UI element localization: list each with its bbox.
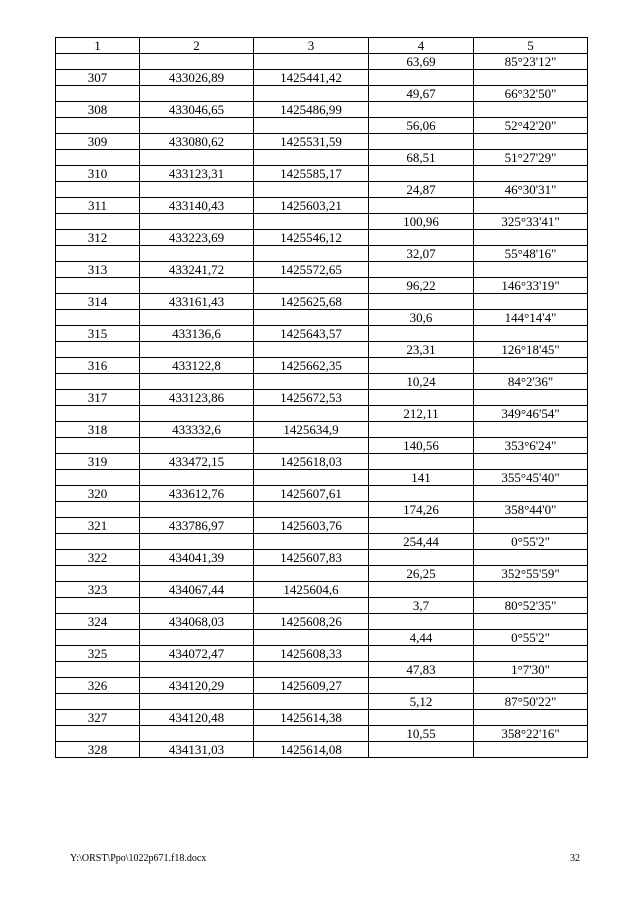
empty-cell [56, 694, 140, 710]
table-point-row [56, 454, 588, 470]
segment-distance: 96,22 [369, 278, 474, 294]
coord-x: 433140,43 [140, 198, 254, 214]
coord-y: 1425607,61 [254, 486, 369, 502]
point-number: 325 [56, 646, 140, 662]
coord-y: 1425531,59 [254, 134, 369, 150]
segment-angle: 0°55'2" [474, 630, 588, 646]
point-number: 308 [56, 102, 140, 118]
segment-distance: 26,25 [369, 566, 474, 582]
empty-cell [369, 358, 474, 374]
table-segment-row [56, 726, 588, 742]
segment-distance: 174,26 [369, 502, 474, 518]
coord-x: 433241,72 [140, 262, 254, 278]
empty-cell [474, 518, 588, 534]
point-number: 320 [56, 486, 140, 502]
segment-angle: 85°23'12" [474, 54, 588, 70]
coord-y: 1425614,08 [254, 742, 369, 758]
coord-y: 1425662,35 [254, 358, 369, 374]
coord-x: 434041,39 [140, 550, 254, 566]
header-col-2: 2 [140, 38, 254, 54]
point-number: 323 [56, 582, 140, 598]
empty-cell [254, 438, 369, 454]
table-segment-row [56, 310, 588, 326]
coord-x: 433122,8 [140, 358, 254, 374]
segment-angle: 46°30'31" [474, 182, 588, 198]
empty-cell [369, 614, 474, 630]
empty-cell [369, 102, 474, 118]
coord-y: 1425634,9 [254, 422, 369, 438]
coord-x: 434068,03 [140, 614, 254, 630]
point-number: 310 [56, 166, 140, 182]
empty-cell [140, 406, 254, 422]
empty-cell [254, 246, 369, 262]
empty-cell [56, 246, 140, 262]
header-col-5: 5 [474, 38, 588, 54]
coord-x: 433123,31 [140, 166, 254, 182]
segment-angle: 352°55'59" [474, 566, 588, 582]
coord-x: 433223,69 [140, 230, 254, 246]
empty-cell [56, 598, 140, 614]
point-number: 327 [56, 710, 140, 726]
coord-y: 1425603,76 [254, 518, 369, 534]
table-point-row [56, 358, 588, 374]
segment-angle: 55°48'16" [474, 246, 588, 262]
empty-cell [474, 262, 588, 278]
point-number: 322 [56, 550, 140, 566]
header-col-1: 1 [56, 38, 140, 54]
empty-cell [369, 518, 474, 534]
header-col-4: 4 [369, 38, 474, 54]
empty-cell [254, 118, 369, 134]
table-point-row [56, 294, 588, 310]
empty-cell [56, 150, 140, 166]
table-segment-row [56, 374, 588, 390]
empty-cell [56, 182, 140, 198]
table-point-row [56, 230, 588, 246]
empty-cell [140, 182, 254, 198]
coord-y: 1425618,03 [254, 454, 369, 470]
empty-cell [56, 630, 140, 646]
footer-file-path: Y:\ORST\Ppo\1022p671.f18.docx [70, 853, 207, 864]
footer-page-number: 32 [570, 853, 580, 864]
coord-x: 433046,65 [140, 102, 254, 118]
coord-x: 434120,29 [140, 678, 254, 694]
table-point-row [56, 134, 588, 150]
segment-distance: 10,55 [369, 726, 474, 742]
empty-cell [369, 70, 474, 86]
empty-cell [140, 214, 254, 230]
table-point-row [56, 166, 588, 182]
empty-cell [140, 630, 254, 646]
coord-x: 434131,03 [140, 742, 254, 758]
coord-y: 1425608,33 [254, 646, 369, 662]
segment-angle: 349°46'54" [474, 406, 588, 422]
empty-cell [254, 662, 369, 678]
segment-angle: 80°52'35" [474, 598, 588, 614]
empty-cell [56, 86, 140, 102]
empty-cell [56, 438, 140, 454]
empty-cell [474, 198, 588, 214]
empty-cell [474, 422, 588, 438]
table-segment-row [56, 534, 588, 550]
empty-cell [369, 742, 474, 758]
coord-y: 1425643,57 [254, 326, 369, 342]
table-segment-row [56, 246, 588, 262]
table-segment-row [56, 150, 588, 166]
segment-angle: 51°27'29" [474, 150, 588, 166]
coordinates-table [55, 37, 588, 758]
coord-x: 433161,43 [140, 294, 254, 310]
empty-cell [56, 726, 140, 742]
point-number: 328 [56, 742, 140, 758]
segment-distance: 5,12 [369, 694, 474, 710]
coord-y: 1425614,38 [254, 710, 369, 726]
segment-angle: 144°14'4" [474, 310, 588, 326]
table-segment-row [56, 694, 588, 710]
empty-cell [474, 742, 588, 758]
empty-cell [474, 582, 588, 598]
empty-cell [254, 598, 369, 614]
empty-cell [369, 166, 474, 182]
empty-cell [254, 406, 369, 422]
table-segment-row [56, 598, 588, 614]
coord-y: 1425625,68 [254, 294, 369, 310]
empty-cell [369, 550, 474, 566]
empty-cell [254, 182, 369, 198]
point-number: 326 [56, 678, 140, 694]
empty-cell [369, 262, 474, 278]
table-point-row [56, 102, 588, 118]
segment-distance: 32,07 [369, 246, 474, 262]
segment-angle: 325°33'41" [474, 214, 588, 230]
empty-cell [56, 470, 140, 486]
empty-cell [56, 214, 140, 230]
empty-cell [140, 342, 254, 358]
coord-y: 1425607,83 [254, 550, 369, 566]
empty-cell [474, 390, 588, 406]
empty-cell [254, 150, 369, 166]
empty-cell [56, 566, 140, 582]
segment-angle: 358°22'16" [474, 726, 588, 742]
segment-angle: 1°7'30" [474, 662, 588, 678]
segment-distance: 100,96 [369, 214, 474, 230]
table-segment-row [56, 182, 588, 198]
header-col-3: 3 [254, 38, 369, 54]
empty-cell [56, 662, 140, 678]
table-body [56, 54, 588, 758]
coord-x: 433080,62 [140, 134, 254, 150]
empty-cell [56, 54, 140, 70]
segment-angle: 355°45'40" [474, 470, 588, 486]
coord-y: 1425608,26 [254, 614, 369, 630]
point-number: 321 [56, 518, 140, 534]
segment-distance: 49,67 [369, 86, 474, 102]
coord-y: 1425604,6 [254, 582, 369, 598]
coord-x: 433026,89 [140, 70, 254, 86]
coord-y: 1425603,21 [254, 198, 369, 214]
point-number: 313 [56, 262, 140, 278]
point-number: 319 [56, 454, 140, 470]
table-segment-row [56, 54, 588, 70]
empty-cell [254, 86, 369, 102]
segment-distance: 56,06 [369, 118, 474, 134]
empty-cell [140, 438, 254, 454]
coord-x: 433123,86 [140, 390, 254, 406]
table-point-row [56, 198, 588, 214]
table-point-row [56, 678, 588, 694]
empty-cell [140, 694, 254, 710]
empty-cell [369, 454, 474, 470]
table-segment-row [56, 502, 588, 518]
empty-cell [140, 118, 254, 134]
empty-cell [56, 374, 140, 390]
empty-cell [369, 646, 474, 662]
table-point-row [56, 70, 588, 86]
point-number: 307 [56, 70, 140, 86]
empty-cell [56, 278, 140, 294]
coord-x: 434067,44 [140, 582, 254, 598]
segment-distance: 212,11 [369, 406, 474, 422]
table-point-row [56, 550, 588, 566]
table-segment-row [56, 278, 588, 294]
empty-cell [474, 326, 588, 342]
empty-cell [140, 310, 254, 326]
table-point-row [56, 486, 588, 502]
empty-cell [254, 310, 369, 326]
empty-cell [474, 710, 588, 726]
segment-angle: 146°33'19" [474, 278, 588, 294]
coord-x: 433332,6 [140, 422, 254, 438]
segment-angle: 0°55'2" [474, 534, 588, 550]
point-number: 312 [56, 230, 140, 246]
table-segment-row [56, 470, 588, 486]
empty-cell [254, 470, 369, 486]
coord-y: 1425672,53 [254, 390, 369, 406]
empty-cell [140, 54, 254, 70]
coord-x: 433612,76 [140, 486, 254, 502]
segment-angle: 66°32'50" [474, 86, 588, 102]
coord-y: 1425609,27 [254, 678, 369, 694]
empty-cell [254, 214, 369, 230]
empty-cell [140, 278, 254, 294]
empty-cell [140, 470, 254, 486]
point-number: 316 [56, 358, 140, 374]
point-number: 309 [56, 134, 140, 150]
empty-cell [474, 102, 588, 118]
empty-cell [474, 166, 588, 182]
empty-cell [369, 710, 474, 726]
segment-distance: 30,6 [369, 310, 474, 326]
empty-cell [56, 406, 140, 422]
segment-angle: 84°2'36" [474, 374, 588, 390]
empty-cell [140, 534, 254, 550]
coord-y: 1425572,65 [254, 262, 369, 278]
empty-cell [369, 326, 474, 342]
table-segment-row [56, 662, 588, 678]
segment-distance: 68,51 [369, 150, 474, 166]
point-number: 317 [56, 390, 140, 406]
coord-x: 434072,47 [140, 646, 254, 662]
empty-cell [474, 230, 588, 246]
table-segment-row [56, 118, 588, 134]
segment-angle: 52°42'20" [474, 118, 588, 134]
point-number: 314 [56, 294, 140, 310]
empty-cell [56, 310, 140, 326]
table-segment-row [56, 630, 588, 646]
table-segment-row [56, 342, 588, 358]
empty-cell [56, 342, 140, 358]
empty-cell [140, 662, 254, 678]
table-point-row [56, 262, 588, 278]
coord-x: 433472,15 [140, 454, 254, 470]
segment-angle: 358°44'0" [474, 502, 588, 518]
segment-distance: 140,56 [369, 438, 474, 454]
point-number: 315 [56, 326, 140, 342]
empty-cell [474, 134, 588, 150]
empty-cell [140, 246, 254, 262]
empty-cell [140, 150, 254, 166]
table-point-row [56, 422, 588, 438]
empty-cell [254, 694, 369, 710]
table-point-row [56, 710, 588, 726]
table-point-row [56, 614, 588, 630]
empty-cell [254, 534, 369, 550]
table-segment-row [56, 406, 588, 422]
empty-cell [254, 54, 369, 70]
segment-distance: 63,69 [369, 54, 474, 70]
empty-cell [140, 598, 254, 614]
segment-distance: 4,44 [369, 630, 474, 646]
table-point-row [56, 326, 588, 342]
empty-cell [254, 566, 369, 582]
empty-cell [474, 454, 588, 470]
empty-cell [474, 550, 588, 566]
point-number: 318 [56, 422, 140, 438]
empty-cell [369, 230, 474, 246]
coord-x: 433136,6 [140, 326, 254, 342]
coord-y: 1425486,99 [254, 102, 369, 118]
segment-distance: 141 [369, 470, 474, 486]
segment-distance: 254,44 [369, 534, 474, 550]
empty-cell [474, 294, 588, 310]
empty-cell [369, 294, 474, 310]
empty-cell [140, 726, 254, 742]
point-number: 324 [56, 614, 140, 630]
segment-distance: 47,83 [369, 662, 474, 678]
empty-cell [254, 374, 369, 390]
coord-y: 1425441,42 [254, 70, 369, 86]
empty-cell [474, 646, 588, 662]
empty-cell [369, 422, 474, 438]
empty-cell [369, 390, 474, 406]
segment-distance: 10,24 [369, 374, 474, 390]
empty-cell [474, 486, 588, 502]
segment-angle: 353°6'24" [474, 438, 588, 454]
empty-cell [140, 566, 254, 582]
segment-distance: 3,7 [369, 598, 474, 614]
coord-y: 1425546,12 [254, 230, 369, 246]
segment-distance: 23,31 [369, 342, 474, 358]
table-segment-row [56, 566, 588, 582]
empty-cell [254, 630, 369, 646]
point-number: 311 [56, 198, 140, 214]
segment-angle: 126°18'45" [474, 342, 588, 358]
empty-cell [474, 614, 588, 630]
table-point-row [56, 646, 588, 662]
empty-cell [474, 70, 588, 86]
segment-distance: 24,87 [369, 182, 474, 198]
empty-cell [369, 134, 474, 150]
coord-x: 434120,48 [140, 710, 254, 726]
empty-cell [369, 582, 474, 598]
coord-x: 433786,97 [140, 518, 254, 534]
empty-cell [56, 118, 140, 134]
empty-cell [474, 678, 588, 694]
coord-y: 1425585,17 [254, 166, 369, 182]
empty-cell [56, 502, 140, 518]
table-segment-row [56, 214, 588, 230]
table-header-row [56, 38, 588, 54]
empty-cell [140, 86, 254, 102]
empty-cell [369, 678, 474, 694]
table-segment-row [56, 86, 588, 102]
segment-angle: 87°50'22" [474, 694, 588, 710]
empty-cell [140, 374, 254, 390]
table-point-row [56, 582, 588, 598]
empty-cell [254, 278, 369, 294]
empty-cell [254, 502, 369, 518]
empty-cell [369, 486, 474, 502]
empty-cell [140, 502, 254, 518]
table-point-row [56, 518, 588, 534]
empty-cell [474, 358, 588, 374]
empty-cell [254, 726, 369, 742]
empty-cell [56, 534, 140, 550]
table-point-row [56, 390, 588, 406]
empty-cell [369, 198, 474, 214]
table-point-row [56, 742, 588, 758]
table-segment-row [56, 438, 588, 454]
empty-cell [254, 342, 369, 358]
